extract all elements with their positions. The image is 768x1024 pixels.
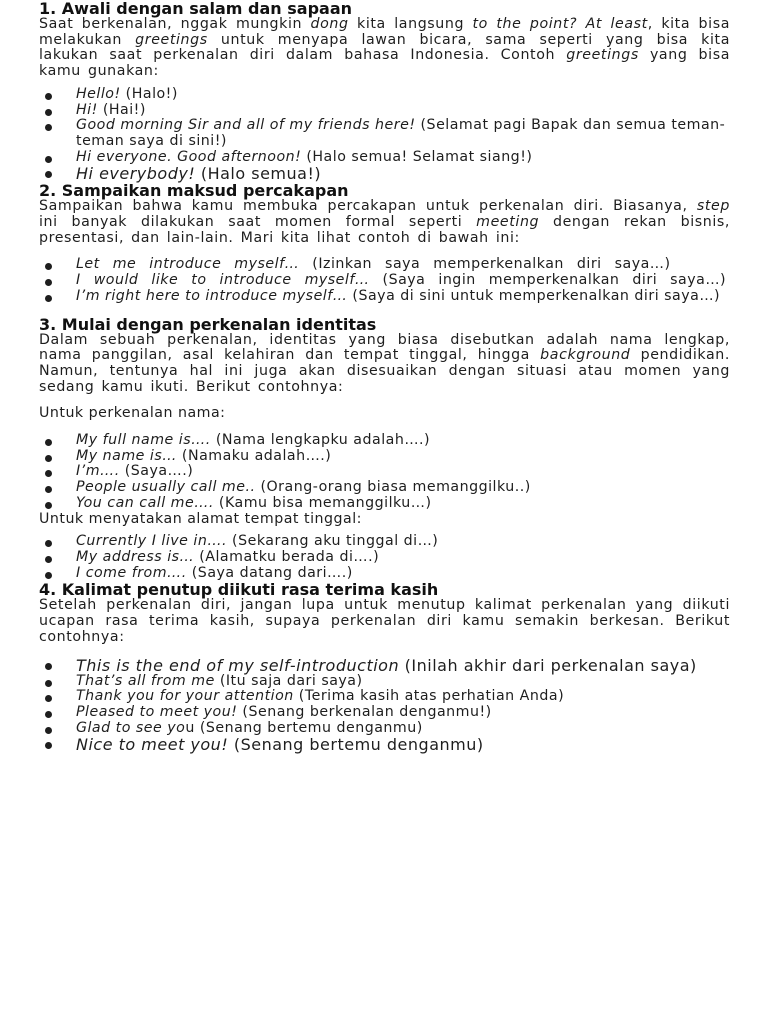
bullet-icon: [45, 263, 52, 270]
bullet-icon: [45, 455, 52, 462]
indonesian-translation: (Senang bertemu denganmu): [228, 735, 484, 755]
bullet-icon: [45, 572, 52, 579]
section-2: [39, 182, 730, 315]
list-item: [39, 721, 730, 737]
greeting-list: [39, 87, 730, 183]
section-paragraph: [39, 598, 730, 645]
indonesian-translation: (Orang-orang biasa memanggilku..): [255, 479, 531, 496]
subheading-address: Untuk menyatakan alamat tempat tinggal:: [39, 510, 362, 527]
bullet-icon: [45, 680, 52, 687]
list-item: [39, 496, 730, 512]
bullet-icon: [45, 486, 52, 493]
section-paragraph: [39, 199, 730, 246]
bullet-icon: [45, 663, 52, 670]
indonesian-translation: (Saya ingin memperkenalkan diri saya…): [369, 272, 727, 289]
paragraph-text: untuk menyapa lawan bicara, sama seperti yang bisa kita lakukan saat perkenalan diri dalam bahasa Indonesia. Contoh: [39, 31, 730, 64]
paragraph-text: pendidikan. Namun, tentunya hal ini juga akan disesuaikan dengan situasi atau momen yang sedang kamu ikuti. Berikut contohnya:: [39, 347, 730, 395]
english-phrase: Good morning Sir and all of my friends here!: [76, 117, 416, 134]
bullet-icon: [45, 109, 52, 116]
italic-term: dong: [310, 16, 349, 32]
italic-term: background: [540, 347, 631, 364]
english-phrase: Glad to see yo: [76, 719, 186, 736]
bullet-icon: [45, 540, 52, 547]
section-4: [39, 581, 730, 753]
english-phrase: This is the end of my self-introduction: [76, 655, 400, 675]
list-item: [39, 150, 730, 166]
italic-term: greetings: [135, 31, 208, 48]
indonesian-translation: (Hai!): [97, 101, 146, 118]
bullet-icon: [45, 556, 52, 563]
italic-term: meeting: [476, 214, 540, 231]
list-item: [39, 433, 730, 449]
bullet-icon: [45, 124, 52, 131]
indonesian-translation: u (Senang bertemu denganmu): [185, 719, 423, 736]
list-item: [39, 118, 730, 149]
indonesian-translation: (Itu saja dari saya): [214, 672, 363, 689]
english-phrase: Currently I live in….: [76, 533, 228, 550]
bullet-icon: [45, 295, 52, 302]
section-heading: 3. Mulai dengan perkenalan identitas: [39, 314, 377, 334]
bullet-icon: [45, 502, 52, 509]
indonesian-translation: (Kamu bisa memanggilku…): [213, 494, 432, 511]
list-item: [39, 736, 730, 753]
english-phrase: I’m right here to introduce myself…: [76, 287, 348, 304]
closing-list: [39, 657, 730, 754]
bullet-icon: [45, 742, 52, 749]
indonesian-translation: (Inilah akhir dari perkenalan saya): [399, 655, 697, 675]
bullet-icon: [45, 171, 52, 178]
indonesian-translation: (Saya datang dari….): [186, 564, 353, 581]
section-heading: 2. Sampaikan maksud percakapan: [39, 181, 349, 201]
indonesian-translation: (Halo!): [120, 85, 178, 102]
english-phrase: My address is…: [76, 548, 195, 565]
bullet-icon: [45, 279, 52, 286]
indonesian-translation: (Selamat pagi Bapak dan semua teman-teman saya di sini!): [76, 117, 726, 149]
indonesian-translation: (Alamatku berada di….): [194, 548, 380, 565]
italic-term: to the point? At least: [472, 16, 648, 32]
address-list: [39, 534, 730, 581]
english-phrase: My name is…: [76, 447, 177, 464]
indonesian-translation: (Saya….): [119, 463, 194, 480]
italic-term: step: [696, 198, 730, 215]
list-item: [39, 464, 730, 480]
purpose-list: [39, 257, 730, 304]
paragraph-text: Sampaikan bahwa kamu membuka percakapan untuk perkenalan diri. Biasanya,: [39, 198, 697, 215]
section-heading: 4. Kalimat penutup diikuti rasa terima kasih: [39, 580, 439, 600]
bullet-icon: [45, 93, 52, 100]
list-item: [39, 550, 730, 566]
list-item: [39, 289, 730, 305]
english-phrase: You can call me….: [76, 494, 214, 511]
english-phrase: Hello!: [76, 85, 121, 102]
list-item: [39, 705, 730, 721]
paragraph-text: yang bisa kamu gunakan:: [39, 47, 730, 80]
indonesian-translation: (Saya di sini untuk memperkenalkan diri saya…): [347, 287, 721, 304]
list-item: [39, 689, 730, 705]
english-phrase: That’s all from me: [76, 672, 215, 689]
paragraph-text: ini banyak dilakukan saat momen formal seperti: [39, 214, 477, 231]
section-1: [39, 0, 730, 182]
english-phrase: Hi!: [76, 101, 98, 118]
english-phrase: Hi everybody!: [76, 164, 196, 184]
indonesian-translation: (Senang berkenalan denganmu!): [237, 703, 492, 720]
paragraph-text: Dalam sebuah perkenalan, identitas yang biasa disebutkan adalah nama lengkap, nama panggilan, asal kelahiran dan tempat tinggal, hingga: [39, 331, 730, 364]
english-phrase: Let me introduce myself…: [76, 256, 300, 273]
section-paragraph: [39, 333, 730, 396]
italic-term: greetings: [566, 47, 639, 64]
indonesian-translation: (Sekarang aku tinggal di…): [227, 533, 439, 550]
section-paragraph: [39, 17, 730, 80]
list-item: [39, 449, 730, 465]
english-phrase: Thank you for your attention: [76, 688, 294, 705]
section-3: [39, 316, 730, 582]
bullet-icon: [45, 727, 52, 734]
list-item: [39, 273, 730, 289]
indonesian-translation: (Terima kasih atas perhatian Anda): [293, 688, 565, 705]
indonesian-translation: (Halo semua!): [195, 164, 322, 184]
list-item: [39, 87, 730, 103]
indonesian-translation: (Halo semua! Selamat siang!): [301, 148, 533, 165]
paragraph-text: Saat berkenalan, nggak mungkin: [39, 16, 311, 32]
bullet-icon: [45, 695, 52, 702]
english-phrase: I come from….: [76, 564, 187, 581]
list-item: [39, 674, 730, 690]
list-item: [39, 534, 730, 550]
bullet-icon: [45, 711, 52, 718]
indonesian-translation: (Namaku adalah….): [176, 447, 332, 464]
subheading-name: Untuk perkenalan nama:: [39, 405, 226, 422]
indonesian-translation: (Nama lengkapku adalah….): [210, 432, 431, 449]
paragraph-text: Setelah perkenalan diri, jangan lupa untuk menutup kalimat perkenalan yang diikuti ucapan rasa terima kasih, supaya perkenalan diri kamu semakin berkesan. Berikut contohnya:: [39, 597, 730, 645]
section-heading: 1. Awali dengan salam dan sapaan: [39, 0, 352, 18]
list-item: [39, 257, 730, 273]
list-item: [39, 165, 730, 182]
english-phrase: I’m….: [76, 463, 120, 480]
list-item: [39, 103, 730, 119]
english-phrase: Nice to meet you!: [76, 735, 229, 755]
name-intro-list: [39, 433, 730, 512]
english-phrase: My full name is….: [76, 432, 211, 449]
bullet-icon: [45, 470, 52, 477]
indonesian-translation: (Izinkan saya memperkenalkan diri saya…): [299, 256, 671, 273]
english-phrase: People usually call me..: [76, 479, 256, 496]
english-phrase: I would like to introduce myself…: [76, 272, 370, 289]
paragraph-text: , kita bisa melakukan: [39, 16, 730, 48]
english-phrase: Hi everyone. Good afternoon!: [76, 148, 302, 165]
list-item: [39, 480, 730, 496]
bullet-icon: [45, 439, 52, 446]
bullet-icon: [45, 156, 52, 163]
paragraph-text: dengan rekan bisnis, presentasi, dan lain-lain. Mari kita lihat contoh di bawah ini:: [39, 214, 730, 246]
list-item: [39, 566, 730, 582]
english-phrase: Pleased to meet you!: [76, 703, 238, 720]
paragraph-text: kita langsung: [348, 16, 473, 32]
list-item: [39, 657, 730, 674]
